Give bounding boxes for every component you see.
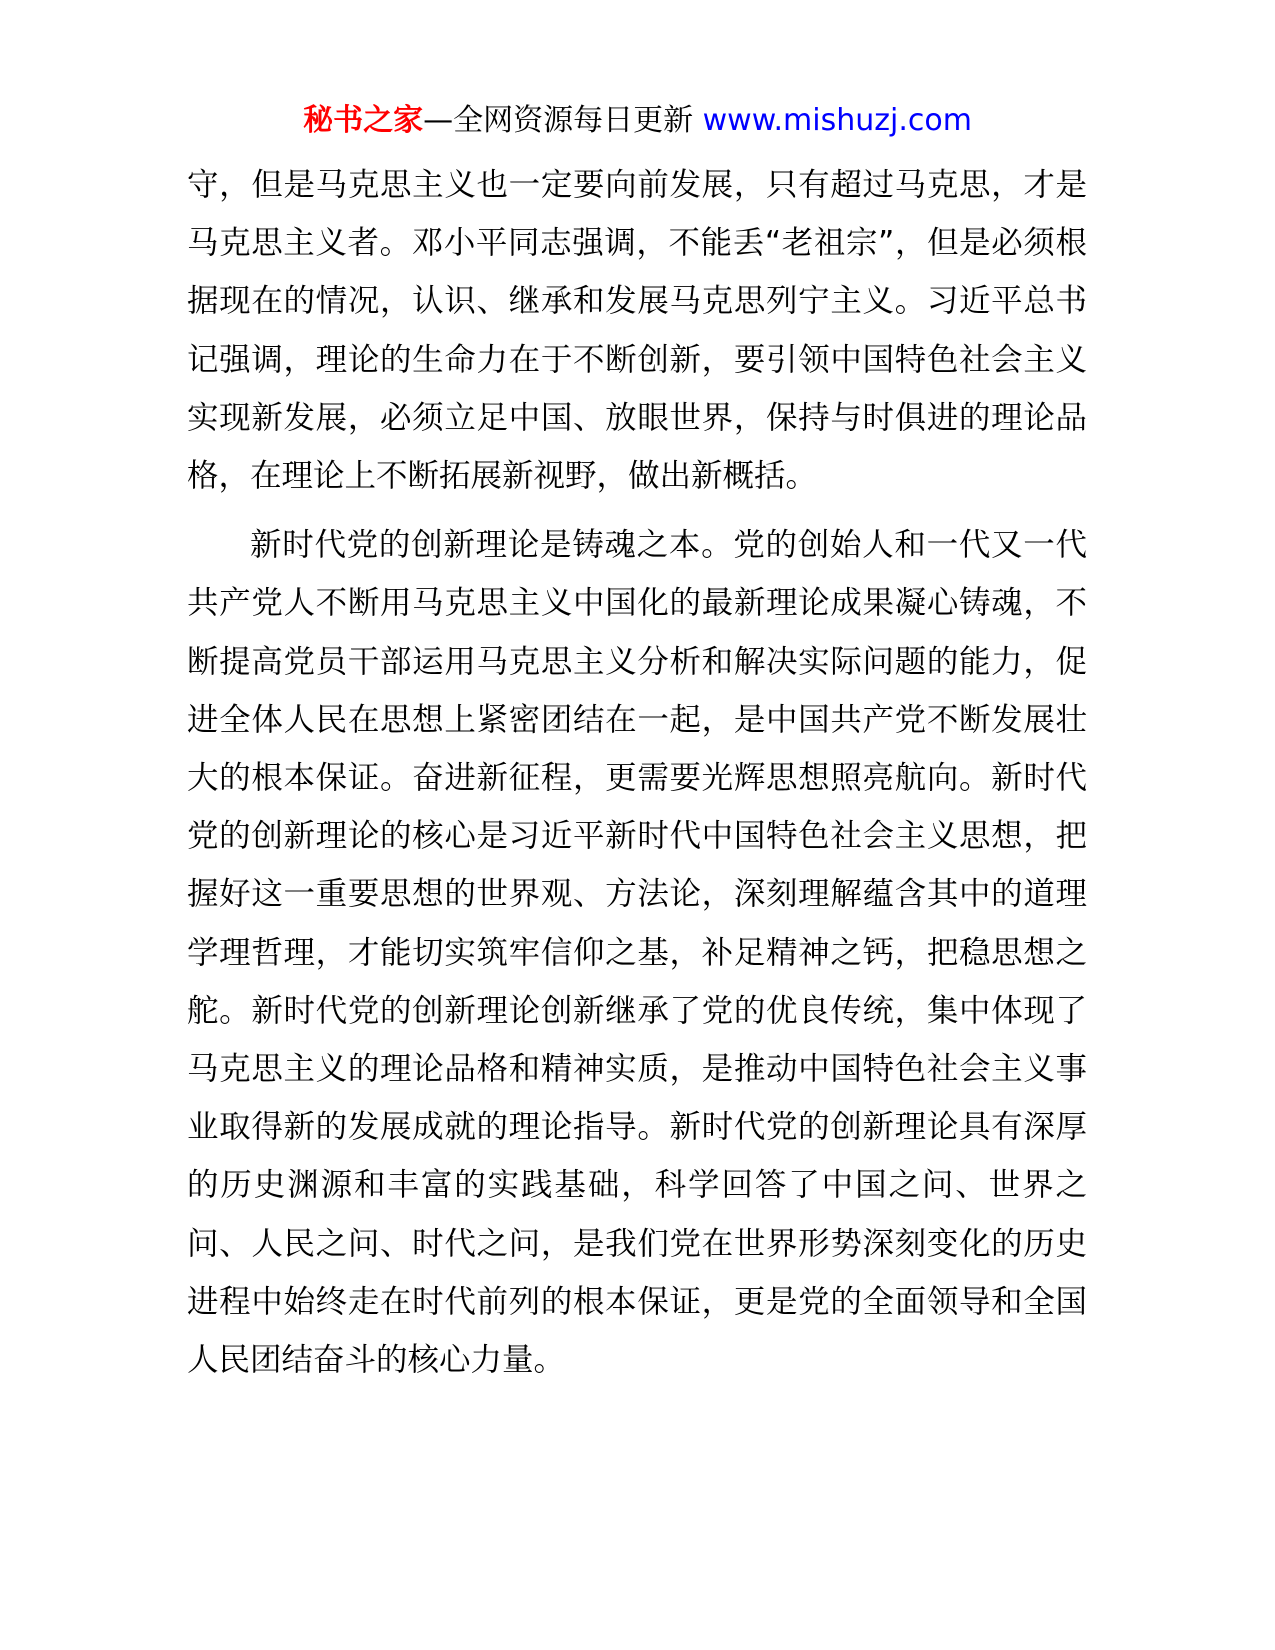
header-site-link[interactable]: www.mishuzj.com bbox=[702, 103, 972, 138]
page-header bbox=[0, 101, 1275, 141]
header-brand: 秘书之家 bbox=[303, 103, 424, 138]
header-tagline: —全网资源每日更新 bbox=[423, 103, 694, 138]
paragraph-continued: 守，但是马克思主义也一定要向前发展，只有超过马克思，才是马克思主义者。邓小平同志强调，不能丢“老祖宗”，但是必须根据现在的情况，认识、继承和发展马克思列宁主义。习近平总书记强调，理论的生命力在于不断创新，要引领中国特色社会主义实现新发展，必须立足中国、放眼世界，保持与时俱进的理论品格，在理论上不断拓展新视野，做出新概括。 bbox=[187, 167, 1087, 495]
paragraph-innovation-theory: 新时代党的创新理论是铸魂之本。党的创始人和一代又一代共产党人不断用马克思主义中国化的最新理论成果凝心铸魂，不断提高党员干部运用马克思主义分析和解决实际问题的能力，促进全体人民在思想上紧密团结在一起，是中国共产党不断发展壮大的根本保证。奋进新征程，更需要光辉思想照亮航向。新时代党的创新理论的核心是习近平新时代中国特色社会主义思想，把握好这一重要思想的世界观、方法论，深刻理解蕴含其中的道理学理哲理，才能切实筑牢信仰之基，补足精神之钙，把稳思想之舵。新时代党的创新理论创新继承了党的优良传统，集中体现了马克思主义的理论品格和精神实质，是推动中国特色社会主义事业取得新的发展成就的理论指导。新时代党的创新理论具有深厚的历史渊源和丰富的实践基础，科学回答了中国之问、世界之问、人民之问、时代之问，是我们党在世界形势深刻变化的历史进程中始终走在时代前列的根本保证，更是党的全面领导和全国人民团结奋斗的核心力量。 bbox=[187, 527, 1087, 1379]
document-body bbox=[187, 156, 1087, 1389]
